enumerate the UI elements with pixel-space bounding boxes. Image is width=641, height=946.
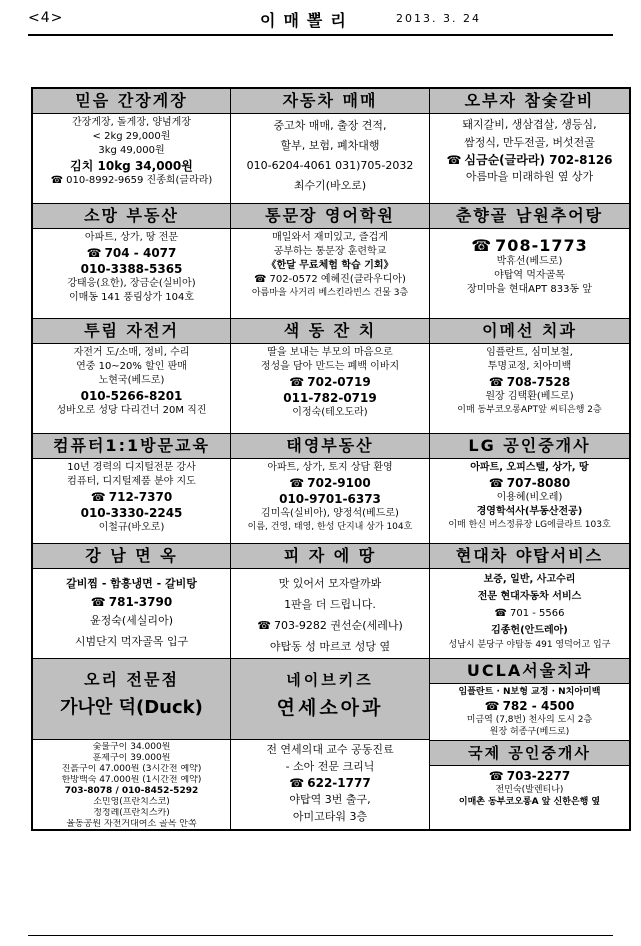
ad-line: 쌈정식, 만두전골, 버섯전골 (464, 136, 595, 149)
ad-phone: 011-782-0719 (283, 391, 377, 405)
ad-line: 1판을 더 드립니다. (284, 598, 376, 611)
ad-line: < 2kg 29,000원 (92, 131, 171, 142)
ad-line: 정정례(프란치스카) (93, 808, 170, 818)
ad-title: UCLA서울치과 (430, 659, 629, 684)
footer-rule (28, 935, 613, 936)
ad-line: 정성을 담아 만드는 폐백 이바지 (260, 361, 400, 372)
ad-line: 매일와서 재미있고, 즐겁게 (272, 232, 388, 243)
ad-line: 임플란트 · N보형 교정 · N치아미백 (458, 687, 601, 697)
ad-phone: 010-3330-2245 (80, 506, 183, 520)
ad-subtitle: 연세소아과 (276, 697, 384, 719)
ad-title: 투림 자전거 (33, 319, 230, 344)
ad-title: 믿음 간장게장 (33, 89, 230, 114)
ad-line: 아파트, 상가, 토지 상담 환영 (267, 462, 393, 473)
ad-title: 강 남 면 옥 (33, 544, 230, 569)
ad-title: 오부자 참숯갈비 (430, 89, 629, 114)
ad-phone: ☎ 702-9100 (233, 475, 427, 491)
ad-cell (33, 204, 231, 319)
ad-line: 원장 허종구(베드로) (489, 727, 570, 737)
ad-line: 시범단지 먹자골목 입구 (74, 635, 189, 648)
ad-phone: ☎ 703-2277 (432, 768, 627, 784)
ad-line: 《한달 무료체험 학습 기회》 (266, 260, 394, 271)
ad-phone: ☎ 622-1777 (233, 775, 427, 791)
ad-title: 태영부동산 (231, 434, 429, 459)
ad-cell (231, 89, 430, 204)
ad-phone: 010-3388-5365 (80, 262, 183, 276)
ad-phone: ☎ 010-8992-9659 진종희(글라라) (35, 174, 228, 188)
ad-phone: 010-5266-8201 (80, 389, 183, 403)
ad-line: 이철규(바오로) (98, 522, 165, 533)
ad-line: 아파트, 상가, 땅 전문 (84, 232, 179, 243)
ad-line: 자전거 도/소매, 정비, 수리 (73, 347, 190, 358)
ad-line: 아파트, 오피스텔, 상가, 땅 (470, 462, 589, 473)
ad-phone: ☎ 782 - 4500 (432, 698, 627, 714)
ad-line: 성바오로 성당 다리건너 20M 직진 (56, 405, 207, 416)
ad-line: 아름마을 사거리 베스킨라빈스 건물 3층 (251, 288, 409, 298)
ad-line: 이용혜(비오레) (496, 492, 563, 503)
ad-cell (231, 659, 430, 829)
ad-cell (430, 204, 629, 319)
ad-line: 투명교정, 치아미백 (487, 361, 572, 372)
ad-title: 자동차 매매 (231, 89, 429, 114)
ad-cell (33, 89, 231, 204)
ad-title-block (33, 659, 230, 740)
ad-phone: 010-6204-4061 031)705-2032 (246, 159, 414, 172)
ad-line: 중고차 매매, 출장 견적, (273, 119, 387, 132)
ad-phone: ☎ 701 - 5566 (432, 605, 627, 622)
ad-cell (33, 434, 231, 544)
ad-line: 이매 동부코오롱APT앞 씨티은행 2층 (457, 405, 602, 415)
ad-line: 야탑역 먹자골목 (494, 270, 565, 281)
ad-phone: ☎ 708-7528 (432, 374, 627, 390)
ad-cell (231, 204, 430, 319)
publication-title: 이매뽈리 (260, 11, 354, 30)
ad-cell (430, 89, 629, 204)
ad-title: 현대차 야탑서비스 (430, 544, 629, 569)
ad-line: 숯불구이 34.000원 (92, 742, 171, 752)
ad-line: 이름, 건영, 태영, 한성 단지내 상가 104호 (247, 522, 413, 532)
ad-line: 윤정숙(세실리아) (90, 614, 173, 627)
ad-grid (31, 87, 631, 831)
ad-line: 3kg 49,000원 (98, 145, 165, 156)
ad-cell (33, 659, 231, 829)
ad-phone: ☎ 703-9282 권선순(세레나) (233, 615, 427, 636)
ad-line: 전문 현대자동차 서비스 (477, 591, 582, 602)
ad-line: 아미고타워 3층 (292, 810, 368, 823)
ad-line: 노현국(베드로) (98, 375, 165, 386)
ad-cell (430, 434, 629, 544)
page-header (28, 6, 613, 32)
ad-line: 딸을 보내는 부모의 마음으로 (267, 347, 393, 358)
ad-line: 김치 10kg 34,000원 (70, 159, 193, 173)
ad-cell (430, 544, 629, 659)
ad-cell (231, 434, 430, 544)
ad-title: 오리 전문점 (84, 670, 179, 689)
ad-line: 야탑역 3번 출구, (289, 793, 371, 806)
ad-phone: 703-8078 / 010-8452-5292 (64, 786, 199, 796)
ad-line: 미금역 (7,8번) 천사의 도시 2층 (466, 715, 593, 725)
ad-title: 소망 부동산 (33, 204, 230, 229)
ad-line: 이매동 141 풍림상가 104호 (69, 292, 194, 303)
ad-title: 국제 공인중개사 (430, 740, 629, 766)
ad-title: 춘향골 남원추어탕 (430, 204, 629, 229)
ad-cell (430, 319, 629, 434)
ad-cell (430, 659, 629, 829)
ad-title: LG 공인중개사 (430, 434, 629, 459)
ad-line: 진흙구이 47.000원 (3시간전 예약) (61, 764, 202, 774)
ad-phone: ☎ 702-0719 (233, 374, 427, 390)
ad-phone: ☎ 712-7370 (35, 489, 228, 505)
page-number: <4> (28, 10, 64, 26)
ad-line: 돼지갈비, 생삼겹살, 생등심, (462, 118, 597, 131)
ad-line: 보증, 일반, 사고수리 (483, 574, 576, 585)
ad-line: 훈제구이 39.000원 (92, 753, 171, 763)
ad-title: 통문장 영어학원 (231, 204, 429, 229)
ad-line: 간장게장, 돌게장, 양념게장 (72, 117, 191, 128)
ad-cell (231, 544, 430, 659)
ad-phone: 010-9701-6373 (279, 492, 381, 506)
ad-line: 율동공원 자전거대여소 골목 안쪽 (66, 819, 197, 829)
ad-line: 전 연세의대 교수 공동진료 (266, 743, 394, 756)
ad-line: 할부, 보험, 폐차대행 (280, 139, 380, 152)
ad-title: 네이브키즈 (286, 671, 374, 689)
header-rule (28, 34, 613, 36)
ad-line: 한방백숙 47.000원 (1시간전 예약) (61, 775, 202, 785)
ad-line: 야탑동 성 마르코 성당 옆 (269, 640, 391, 653)
ad-line: 전민숙(발렌티나) (495, 785, 564, 795)
ad-line: 10년 경력의 디지털전문 강사 (67, 462, 196, 473)
ad-line: 이매 한신 버스정류장 LG에클라트 103호 (448, 520, 611, 530)
ad-line: 경영학석사(부동산전공) (476, 506, 583, 517)
ad-title: 컴퓨터1:1방문교육 (33, 434, 230, 459)
ad-phone: ☎ 708-1773 (432, 237, 627, 255)
ad-title: 색 동 잔 치 (231, 319, 429, 344)
ad-cell (231, 319, 430, 434)
ad-line: 원장 김택환(베드로) (485, 391, 574, 402)
ad-line: 성남시 분당구 야탑동 491 영덕어고 입구 (448, 640, 611, 650)
ad-line: 김종헌(안드레아) (491, 625, 568, 636)
ad-title: 피 자 에 땅 (231, 544, 429, 569)
ad-phone: ☎ 702-0572 예혜진(클라우디아) (233, 273, 427, 287)
issue-date: 2013. 3. 24 (396, 12, 481, 25)
ad-phone: ☎ 704 - 4077 (35, 245, 228, 261)
ad-line: - 소아 전문 크리닉 (285, 760, 375, 773)
ad-line: 임플란트, 심미보철, (486, 347, 573, 358)
ad-line: 박휴선(베드로) (496, 256, 563, 267)
ad-line: 김미옥(실비아), 양정석(베드로) (261, 508, 399, 519)
ad-line: 갈비찜 - 함흥냉면 - 갈비탕 (66, 577, 197, 590)
ad-line: 강태응(요한), 장금순(실비아) (67, 278, 196, 289)
ad-phone: ☎ 781-3790 (35, 594, 228, 610)
ad-line: 이매촌 동부코오롱A 앞 신한은행 옆 (458, 797, 601, 807)
ad-line: 장미마을 현대APT 833동 앞 (467, 284, 592, 295)
ad-line: 공부하는 통문장 훈련학교 (273, 246, 387, 257)
ad-cell (33, 319, 231, 434)
ad-cell (33, 544, 231, 659)
ad-title: 이메선 치과 (430, 319, 629, 344)
ad-line: 이정숙(테오도라) (292, 407, 368, 418)
ad-phone: ☎ 심금순(글라라) 702-8126 (432, 152, 627, 168)
ad-line: 맛 있어서 모자랄까봐 (278, 577, 382, 590)
ad-subtitle: 가나안 덕(Duck) (60, 697, 203, 718)
ad-line: 소민영(프란치스코) (93, 797, 170, 807)
ad-line: 연중 10~20% 할인 판매 (76, 361, 187, 372)
ad-line: 최수기(바오로) (293, 179, 367, 192)
ad-line: 컴퓨터, 디지털제품 분야 지도 (67, 476, 196, 487)
ad-title-block (231, 659, 429, 740)
ad-phone: ☎ 707-8080 (432, 475, 627, 491)
ad-line: 아름마을 미래하원 옆 상가 (465, 170, 594, 183)
